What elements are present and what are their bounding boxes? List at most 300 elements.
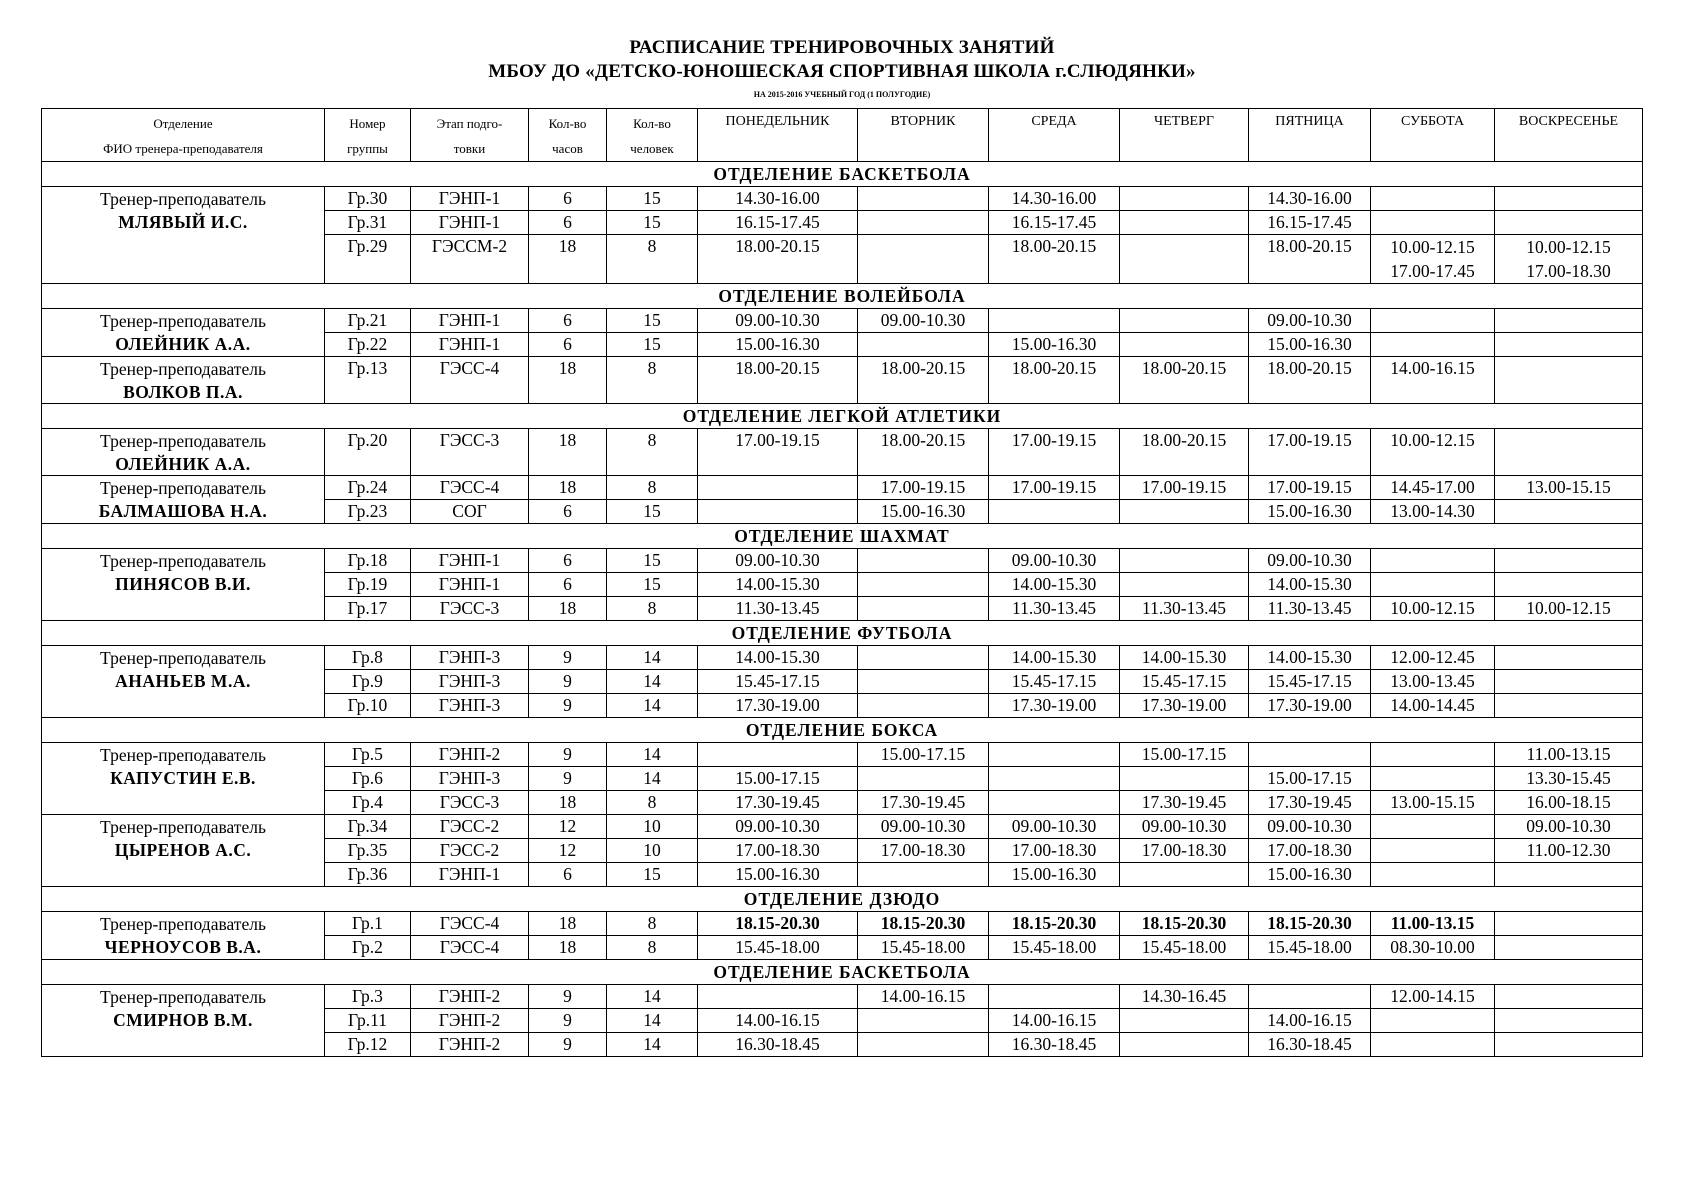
time-cell-friday: 14.30-16.00 — [1249, 187, 1371, 211]
time-cell-monday: 15.00-16.30 — [698, 333, 858, 357]
time-line: 17.00-18.30 — [1526, 261, 1611, 281]
people-count: 8 — [607, 357, 698, 404]
training-stage: ГЭСС-4 — [411, 357, 529, 404]
time-cell-wednesday — [989, 985, 1120, 1009]
people-count: 8 — [607, 791, 698, 815]
trainer-role: Тренер-преподаватель — [100, 431, 266, 451]
time-cell-saturday — [1371, 187, 1495, 211]
group-number: Гр.29 — [325, 235, 411, 284]
col-header-group-line2: группы — [347, 141, 388, 156]
time-cell-friday: 17.30-19.00 — [1249, 694, 1371, 718]
time-cell-tuesday — [858, 670, 989, 694]
training-stage: ГЭНП-1 — [411, 309, 529, 333]
time-cell-saturday: 10.00-12.15 — [1371, 429, 1495, 476]
people-count: 14 — [607, 646, 698, 670]
time-cell-saturday — [1371, 839, 1495, 863]
col-header-wednesday: СРЕДА — [989, 109, 1120, 162]
training-stage: ГЭНП-2 — [411, 1033, 529, 1057]
training-stage: ГЭСС-4 — [411, 936, 529, 960]
col-header-dept-line1: Отделение — [153, 116, 213, 131]
trainer-role: Тренер-преподаватель — [100, 478, 266, 498]
trainer-name: ЦЫРЕНОВ А.С. — [114, 840, 252, 860]
time-cell-friday: 17.00-18.30 — [1249, 839, 1371, 863]
hours-count: 18 — [529, 936, 607, 960]
trainer-name: МЛЯВЫЙ И.С. — [118, 212, 248, 232]
people-count: 14 — [607, 1009, 698, 1033]
time-cell-thursday: 17.00-18.30 — [1120, 839, 1249, 863]
time-cell-saturday — [1371, 549, 1495, 573]
time-cell-wednesday: 18.00-20.15 — [989, 235, 1120, 284]
time-cell-friday: 15.00-17.15 — [1249, 767, 1371, 791]
trainer-cell — [42, 985, 325, 1057]
time-cell-saturday — [1371, 1009, 1495, 1033]
time-line: 10.00-12.15 — [1526, 237, 1611, 257]
time-cell-wednesday — [989, 791, 1120, 815]
time-cell-sunday: 11.00-12.30 — [1495, 839, 1643, 863]
time-cell-sunday — [1495, 429, 1643, 476]
time-cell-thursday: 15.45-18.00 — [1120, 936, 1249, 960]
col-header-tuesday: ВТОРНИК — [858, 109, 989, 162]
time-cell-monday: 09.00-10.30 — [698, 549, 858, 573]
people-count: 15 — [607, 187, 698, 211]
training-stage: ГЭНП-1 — [411, 187, 529, 211]
time-cell-wednesday: 16.15-17.45 — [989, 211, 1120, 235]
time-cell-tuesday: 09.00-10.30 — [858, 309, 989, 333]
time-cell-wednesday: 11.30-13.45 — [989, 597, 1120, 621]
hours-count: 18 — [529, 357, 607, 404]
trainer-name: ЧЕРНОУСОВ В.А. — [104, 937, 262, 957]
department-row — [42, 524, 1643, 549]
time-cell-thursday: 09.00-10.30 — [1120, 815, 1249, 839]
time-cell-friday: 16.15-17.45 — [1249, 211, 1371, 235]
col-header-group — [325, 109, 411, 162]
time-cell-tuesday — [858, 187, 989, 211]
trainer-cell — [42, 187, 325, 284]
training-stage: ГЭНП-1 — [411, 573, 529, 597]
time-cell-thursday — [1120, 1033, 1249, 1057]
time-cell-tuesday: 14.00-16.15 — [858, 985, 989, 1009]
time-cell-sunday: 10.00-12.15 — [1495, 597, 1643, 621]
time-cell-monday — [698, 743, 858, 767]
time-cell-thursday: 17.00-19.15 — [1120, 476, 1249, 500]
time-cell-tuesday — [858, 1033, 989, 1057]
people-count: 8 — [607, 429, 698, 476]
hours-count: 9 — [529, 1009, 607, 1033]
time-cell-tuesday: 17.00-18.30 — [858, 839, 989, 863]
people-count: 14 — [607, 670, 698, 694]
trainer-cell — [42, 309, 325, 357]
group-number: Гр.5 — [325, 743, 411, 767]
time-cell-tuesday: 09.00-10.30 — [858, 815, 989, 839]
time-cell-thursday: 11.30-13.45 — [1120, 597, 1249, 621]
department-name: ОТДЕЛЕНИЕ ШАХМАТ — [42, 524, 1643, 549]
hours-count: 9 — [529, 670, 607, 694]
time-cell-thursday: 15.45-17.15 — [1120, 670, 1249, 694]
time-cell-sunday: 11.00-13.15 — [1495, 743, 1643, 767]
people-count: 14 — [607, 694, 698, 718]
time-cell-friday: 18.15-20.30 — [1249, 912, 1371, 936]
table-row — [42, 912, 1643, 936]
time-cell-friday: 09.00-10.30 — [1249, 549, 1371, 573]
department-name: ОТДЕЛЕНИЕ БОКСА — [42, 718, 1643, 743]
time-cell-saturday — [1371, 767, 1495, 791]
col-header-stage-line1: Этап подго- — [436, 116, 503, 131]
time-cell-wednesday: 09.00-10.30 — [989, 549, 1120, 573]
time-cell-saturday — [1371, 743, 1495, 767]
people-count: 15 — [607, 500, 698, 524]
group-number: Гр.22 — [325, 333, 411, 357]
time-cell-saturday: 10.00-12.15 — [1371, 597, 1495, 621]
col-header-group-line1: Номер — [349, 116, 386, 131]
time-cell-wednesday: 14.00-15.30 — [989, 646, 1120, 670]
time-cell-sunday — [1495, 187, 1643, 211]
people-count: 15 — [607, 549, 698, 573]
hours-count: 18 — [529, 597, 607, 621]
time-cell-wednesday: 17.30-19.00 — [989, 694, 1120, 718]
time-cell-monday: 16.15-17.45 — [698, 211, 858, 235]
time-cell-tuesday: 18.00-20.15 — [858, 429, 989, 476]
time-cell-monday: 18.00-20.15 — [698, 235, 858, 284]
hours-count: 6 — [529, 863, 607, 887]
trainer-role: Тренер-преподаватель — [100, 987, 266, 1007]
time-line: 17.00-17.45 — [1390, 261, 1475, 281]
trainer-role: Тренер-преподаватель — [100, 648, 266, 668]
trainer-cell — [42, 549, 325, 621]
trainer-role: Тренер-преподаватель — [100, 817, 266, 837]
time-cell-tuesday — [858, 549, 989, 573]
col-header-friday: ПЯТНИЦА — [1249, 109, 1371, 162]
hours-count: 6 — [529, 573, 607, 597]
col-header-hours — [529, 109, 607, 162]
people-count: 15 — [607, 863, 698, 887]
time-cell-monday — [698, 476, 858, 500]
people-count: 14 — [607, 743, 698, 767]
time-cell-sunday — [1495, 1033, 1643, 1057]
people-count: 15 — [607, 309, 698, 333]
col-header-sunday: ВОСКРЕСЕНЬЕ — [1495, 109, 1643, 162]
time-cell-monday: 17.30-19.45 — [698, 791, 858, 815]
trainer-name: КАПУСТИН Е.В. — [110, 768, 256, 788]
training-stage: ГЭНП-3 — [411, 646, 529, 670]
time-cell-sunday — [1495, 646, 1643, 670]
time-cell-monday: 18.15-20.30 — [698, 912, 858, 936]
time-cell-monday: 15.45-18.00 — [698, 936, 858, 960]
time-cell-sunday — [1495, 1009, 1643, 1033]
time-cell-sunday — [1495, 549, 1643, 573]
time-cell-saturday: 12.00-12.45 — [1371, 646, 1495, 670]
trainer-cell — [42, 357, 325, 404]
time-cell-friday: 14.00-15.30 — [1249, 573, 1371, 597]
training-stage: ГЭНП-1 — [411, 333, 529, 357]
time-cell-thursday: 17.30-19.00 — [1120, 694, 1249, 718]
group-number: Гр.31 — [325, 211, 411, 235]
time-cell-sunday — [1495, 333, 1643, 357]
people-count: 15 — [607, 573, 698, 597]
time-cell-monday: 09.00-10.30 — [698, 815, 858, 839]
trainer-role: Тренер-преподаватель — [100, 311, 266, 331]
hours-count: 9 — [529, 985, 607, 1009]
academic-year: НА 2015-2016 УЧЕБНЫЙ ГОД (1 ПОЛУГОДИЕ) — [753, 90, 931, 99]
time-cell-friday: 14.00-15.30 — [1249, 646, 1371, 670]
group-number: Гр.8 — [325, 646, 411, 670]
people-count: 8 — [607, 912, 698, 936]
department-row — [42, 718, 1643, 743]
time-cell-friday: 11.30-13.45 — [1249, 597, 1371, 621]
table-row — [42, 476, 1643, 500]
hours-count: 9 — [529, 767, 607, 791]
trainer-name: СМИРНОВ В.М. — [113, 1010, 253, 1030]
col-header-dept-line2: ФИО тренера-преподавателя — [103, 141, 263, 156]
time-cell-tuesday: 18.15-20.30 — [858, 912, 989, 936]
department-row — [42, 162, 1643, 187]
time-cell-monday: 14.30-16.00 — [698, 187, 858, 211]
time-cell-saturday — [1371, 863, 1495, 887]
time-cell-friday: 09.00-10.30 — [1249, 309, 1371, 333]
time-cell-monday: 15.00-17.15 — [698, 767, 858, 791]
table-row — [42, 309, 1643, 333]
department-name: ОТДЕЛЕНИЕ ДЗЮДО — [42, 887, 1643, 912]
time-cell-sunday — [1495, 357, 1643, 404]
time-cell-thursday: 15.00-17.15 — [1120, 743, 1249, 767]
time-cell-saturday: 12.00-14.15 — [1371, 985, 1495, 1009]
col-header-hours-line2: часов — [552, 141, 583, 156]
time-cell-tuesday — [858, 767, 989, 791]
group-number: Гр.24 — [325, 476, 411, 500]
group-number: Гр.19 — [325, 573, 411, 597]
time-cell-friday: 15.00-16.30 — [1249, 500, 1371, 524]
group-number: Гр.35 — [325, 839, 411, 863]
time-cell-sunday — [1495, 211, 1643, 235]
training-stage: ГЭНП-1 — [411, 211, 529, 235]
hours-count: 6 — [529, 549, 607, 573]
time-cell-tuesday — [858, 333, 989, 357]
training-stage: ГЭНП-2 — [411, 1009, 529, 1033]
time-cell-monday — [698, 500, 858, 524]
trainer-cell — [42, 429, 325, 476]
group-number: Гр.34 — [325, 815, 411, 839]
time-cell-saturday — [1371, 309, 1495, 333]
time-cell-friday: 15.00-16.30 — [1249, 333, 1371, 357]
time-cell-sunday — [1495, 573, 1643, 597]
time-cell-wednesday — [989, 743, 1120, 767]
training-stage: ГЭСС-2 — [411, 839, 529, 863]
time-cell-tuesday — [858, 646, 989, 670]
training-stage: ГЭСС-2 — [411, 815, 529, 839]
time-cell-thursday: 14.30-16.45 — [1120, 985, 1249, 1009]
department-row — [42, 284, 1643, 309]
people-count: 8 — [607, 936, 698, 960]
trainer-role: Тренер-преподаватель — [100, 914, 266, 934]
department-name: ОТДЕЛЕНИЕ БАСКЕТБОЛА — [42, 162, 1643, 187]
time-cell-monday: 09.00-10.30 — [698, 309, 858, 333]
time-cell-saturday — [1371, 235, 1495, 284]
time-cell-sunday — [1495, 235, 1643, 284]
time-cell-friday: 18.00-20.15 — [1249, 357, 1371, 404]
people-count: 8 — [607, 597, 698, 621]
time-cell-monday: 18.00-20.15 — [698, 357, 858, 404]
time-cell-saturday: 14.00-14.45 — [1371, 694, 1495, 718]
time-cell-friday: 16.30-18.45 — [1249, 1033, 1371, 1057]
time-cell-monday: 14.00-15.30 — [698, 646, 858, 670]
training-stage: ГЭССМ-2 — [411, 235, 529, 284]
time-cell-monday: 16.30-18.45 — [698, 1033, 858, 1057]
hours-count: 9 — [529, 1033, 607, 1057]
time-cell-saturday: 13.00-13.45 — [1371, 670, 1495, 694]
time-cell-tuesday — [858, 863, 989, 887]
hours-count: 9 — [529, 694, 607, 718]
time-cell-friday: 18.00-20.15 — [1249, 235, 1371, 284]
group-number: Гр.6 — [325, 767, 411, 791]
time-cell-thursday: 14.00-15.30 — [1120, 646, 1249, 670]
hours-count: 9 — [529, 646, 607, 670]
time-cell-wednesday: 17.00-18.30 — [989, 839, 1120, 863]
training-stage: ГЭНП-3 — [411, 767, 529, 791]
trainer-name: ПИНЯСОВ В.И. — [115, 574, 251, 594]
table-row — [42, 985, 1643, 1009]
col-header-people — [607, 109, 698, 162]
time-cell-thursday — [1120, 1009, 1249, 1033]
hours-count: 12 — [529, 815, 607, 839]
trainer-name: ОЛЕЙНИК А.А. — [115, 454, 251, 474]
time-cell-wednesday: 14.00-16.15 — [989, 1009, 1120, 1033]
table-row — [42, 429, 1643, 476]
time-cell-sunday — [1495, 309, 1643, 333]
col-header-people-line2: человек — [630, 141, 674, 156]
trainer-role: Тренер-преподаватель — [100, 551, 266, 571]
group-number: Гр.3 — [325, 985, 411, 1009]
time-cell-saturday: 14.00-16.15 — [1371, 357, 1495, 404]
time-cell-thursday — [1120, 767, 1249, 791]
time-cell-tuesday: 15.00-17.15 — [858, 743, 989, 767]
group-number: Гр.17 — [325, 597, 411, 621]
training-stage: ГЭСС-3 — [411, 791, 529, 815]
people-count: 8 — [607, 476, 698, 500]
time-cell-wednesday: 14.30-16.00 — [989, 187, 1120, 211]
group-number: Гр.20 — [325, 429, 411, 476]
column-header-row — [42, 109, 1643, 162]
time-cell-tuesday — [858, 597, 989, 621]
trainer-name: АНАНЬЕВ М.А. — [115, 671, 251, 691]
time-cell-monday: 17.00-19.15 — [698, 429, 858, 476]
training-stage: ГЭНП-3 — [411, 694, 529, 718]
hours-count: 6 — [529, 187, 607, 211]
time-cell-thursday: 18.00-20.15 — [1120, 429, 1249, 476]
table-row — [42, 815, 1643, 839]
department-name: ОТДЕЛЕНИЕ БАСКЕТБОЛА — [42, 960, 1643, 985]
time-cell-saturday: 13.00-14.30 — [1371, 500, 1495, 524]
group-number: Гр.18 — [325, 549, 411, 573]
col-header-thursday: ЧЕТВЕРГ — [1120, 109, 1249, 162]
group-number: Гр.12 — [325, 1033, 411, 1057]
department-row — [42, 621, 1643, 646]
time-cell-wednesday: 15.45-18.00 — [989, 936, 1120, 960]
time-cell-sunday — [1495, 863, 1643, 887]
time-cell-tuesday — [858, 573, 989, 597]
time-cell-thursday: 18.15-20.30 — [1120, 912, 1249, 936]
time-cell-sunday: 09.00-10.30 — [1495, 815, 1643, 839]
time-cell-sunday: 16.00-18.15 — [1495, 791, 1643, 815]
time-cell-tuesday: 15.45-18.00 — [858, 936, 989, 960]
group-number: Гр.11 — [325, 1009, 411, 1033]
training-stage: ГЭНП-1 — [411, 863, 529, 887]
hours-count: 6 — [529, 333, 607, 357]
time-cell-tuesday — [858, 694, 989, 718]
department-name: ОТДЕЛЕНИЕ ВОЛЕЙБОЛА — [42, 284, 1643, 309]
time-cell-wednesday: 14.00-15.30 — [989, 573, 1120, 597]
time-cell-tuesday — [858, 211, 989, 235]
time-cell-sunday — [1495, 670, 1643, 694]
time-cell-tuesday: 18.00-20.15 — [858, 357, 989, 404]
trainer-name: БАЛМАШОВА Н.А. — [98, 501, 268, 521]
time-cell-monday — [698, 985, 858, 1009]
time-cell-saturday — [1371, 1033, 1495, 1057]
time-cell-saturday: 11.00-13.15 — [1371, 912, 1495, 936]
hours-count: 18 — [529, 429, 607, 476]
training-stage: ГЭНП-2 — [411, 743, 529, 767]
trainer-cell — [42, 815, 325, 887]
col-header-people-line1: Кол-во — [633, 116, 671, 131]
trainer-cell — [42, 646, 325, 718]
time-cell-friday — [1249, 985, 1371, 1009]
col-header-dept — [42, 109, 325, 162]
time-cell-wednesday: 18.00-20.15 — [989, 357, 1120, 404]
time-cell-sunday — [1495, 936, 1643, 960]
time-cell-monday: 17.30-19.00 — [698, 694, 858, 718]
time-cell-sunday — [1495, 500, 1643, 524]
people-count: 15 — [607, 333, 698, 357]
hours-count: 6 — [529, 500, 607, 524]
trainer-name: ОЛЕЙНИК А.А. — [115, 334, 251, 354]
time-cell-monday: 14.00-16.15 — [698, 1009, 858, 1033]
table-row — [42, 549, 1643, 573]
group-number: Гр.1 — [325, 912, 411, 936]
hours-count: 9 — [529, 743, 607, 767]
hours-count: 18 — [529, 476, 607, 500]
group-number: Гр.21 — [325, 309, 411, 333]
time-cell-saturday — [1371, 815, 1495, 839]
people-count: 10 — [607, 815, 698, 839]
time-cell-tuesday: 17.30-19.45 — [858, 791, 989, 815]
time-cell-sunday: 13.00-15.15 — [1495, 476, 1643, 500]
table-row — [42, 187, 1643, 211]
time-cell-friday: 15.45-17.15 — [1249, 670, 1371, 694]
col-header-saturday: СУББОТА — [1371, 109, 1495, 162]
people-count: 15 — [607, 211, 698, 235]
department-name: ОТДЕЛЕНИЕ ФУТБОЛА — [42, 621, 1643, 646]
time-cell-thursday — [1120, 211, 1249, 235]
school-name: МБОУ ДО «ДЕТСКО-ЮНОШЕСКАЯ СПОРТИВНАЯ ШКОЛА г.СЛЮДЯНКИ» — [488, 61, 1196, 82]
time-cell-saturday: 14.45-17.00 — [1371, 476, 1495, 500]
time-cell-thursday — [1120, 187, 1249, 211]
col-header-stage — [411, 109, 529, 162]
time-cell-saturday — [1371, 333, 1495, 357]
training-stage: ГЭНП-2 — [411, 985, 529, 1009]
group-number: Гр.2 — [325, 936, 411, 960]
people-count: 14 — [607, 1033, 698, 1057]
col-header-hours-line1: Кол-во — [548, 116, 587, 131]
time-cell-wednesday: 15.45-17.15 — [989, 670, 1120, 694]
group-number: Гр.13 — [325, 357, 411, 404]
people-count: 10 — [607, 839, 698, 863]
time-cell-thursday — [1120, 500, 1249, 524]
time-cell-friday: 17.00-19.15 — [1249, 476, 1371, 500]
time-cell-sunday — [1495, 912, 1643, 936]
time-cell-friday: 15.00-16.30 — [1249, 863, 1371, 887]
time-cell-saturday — [1371, 573, 1495, 597]
time-cell-wednesday: 18.15-20.30 — [989, 912, 1120, 936]
training-stage: ГЭСС-4 — [411, 476, 529, 500]
time-cell-thursday: 17.30-19.45 — [1120, 791, 1249, 815]
